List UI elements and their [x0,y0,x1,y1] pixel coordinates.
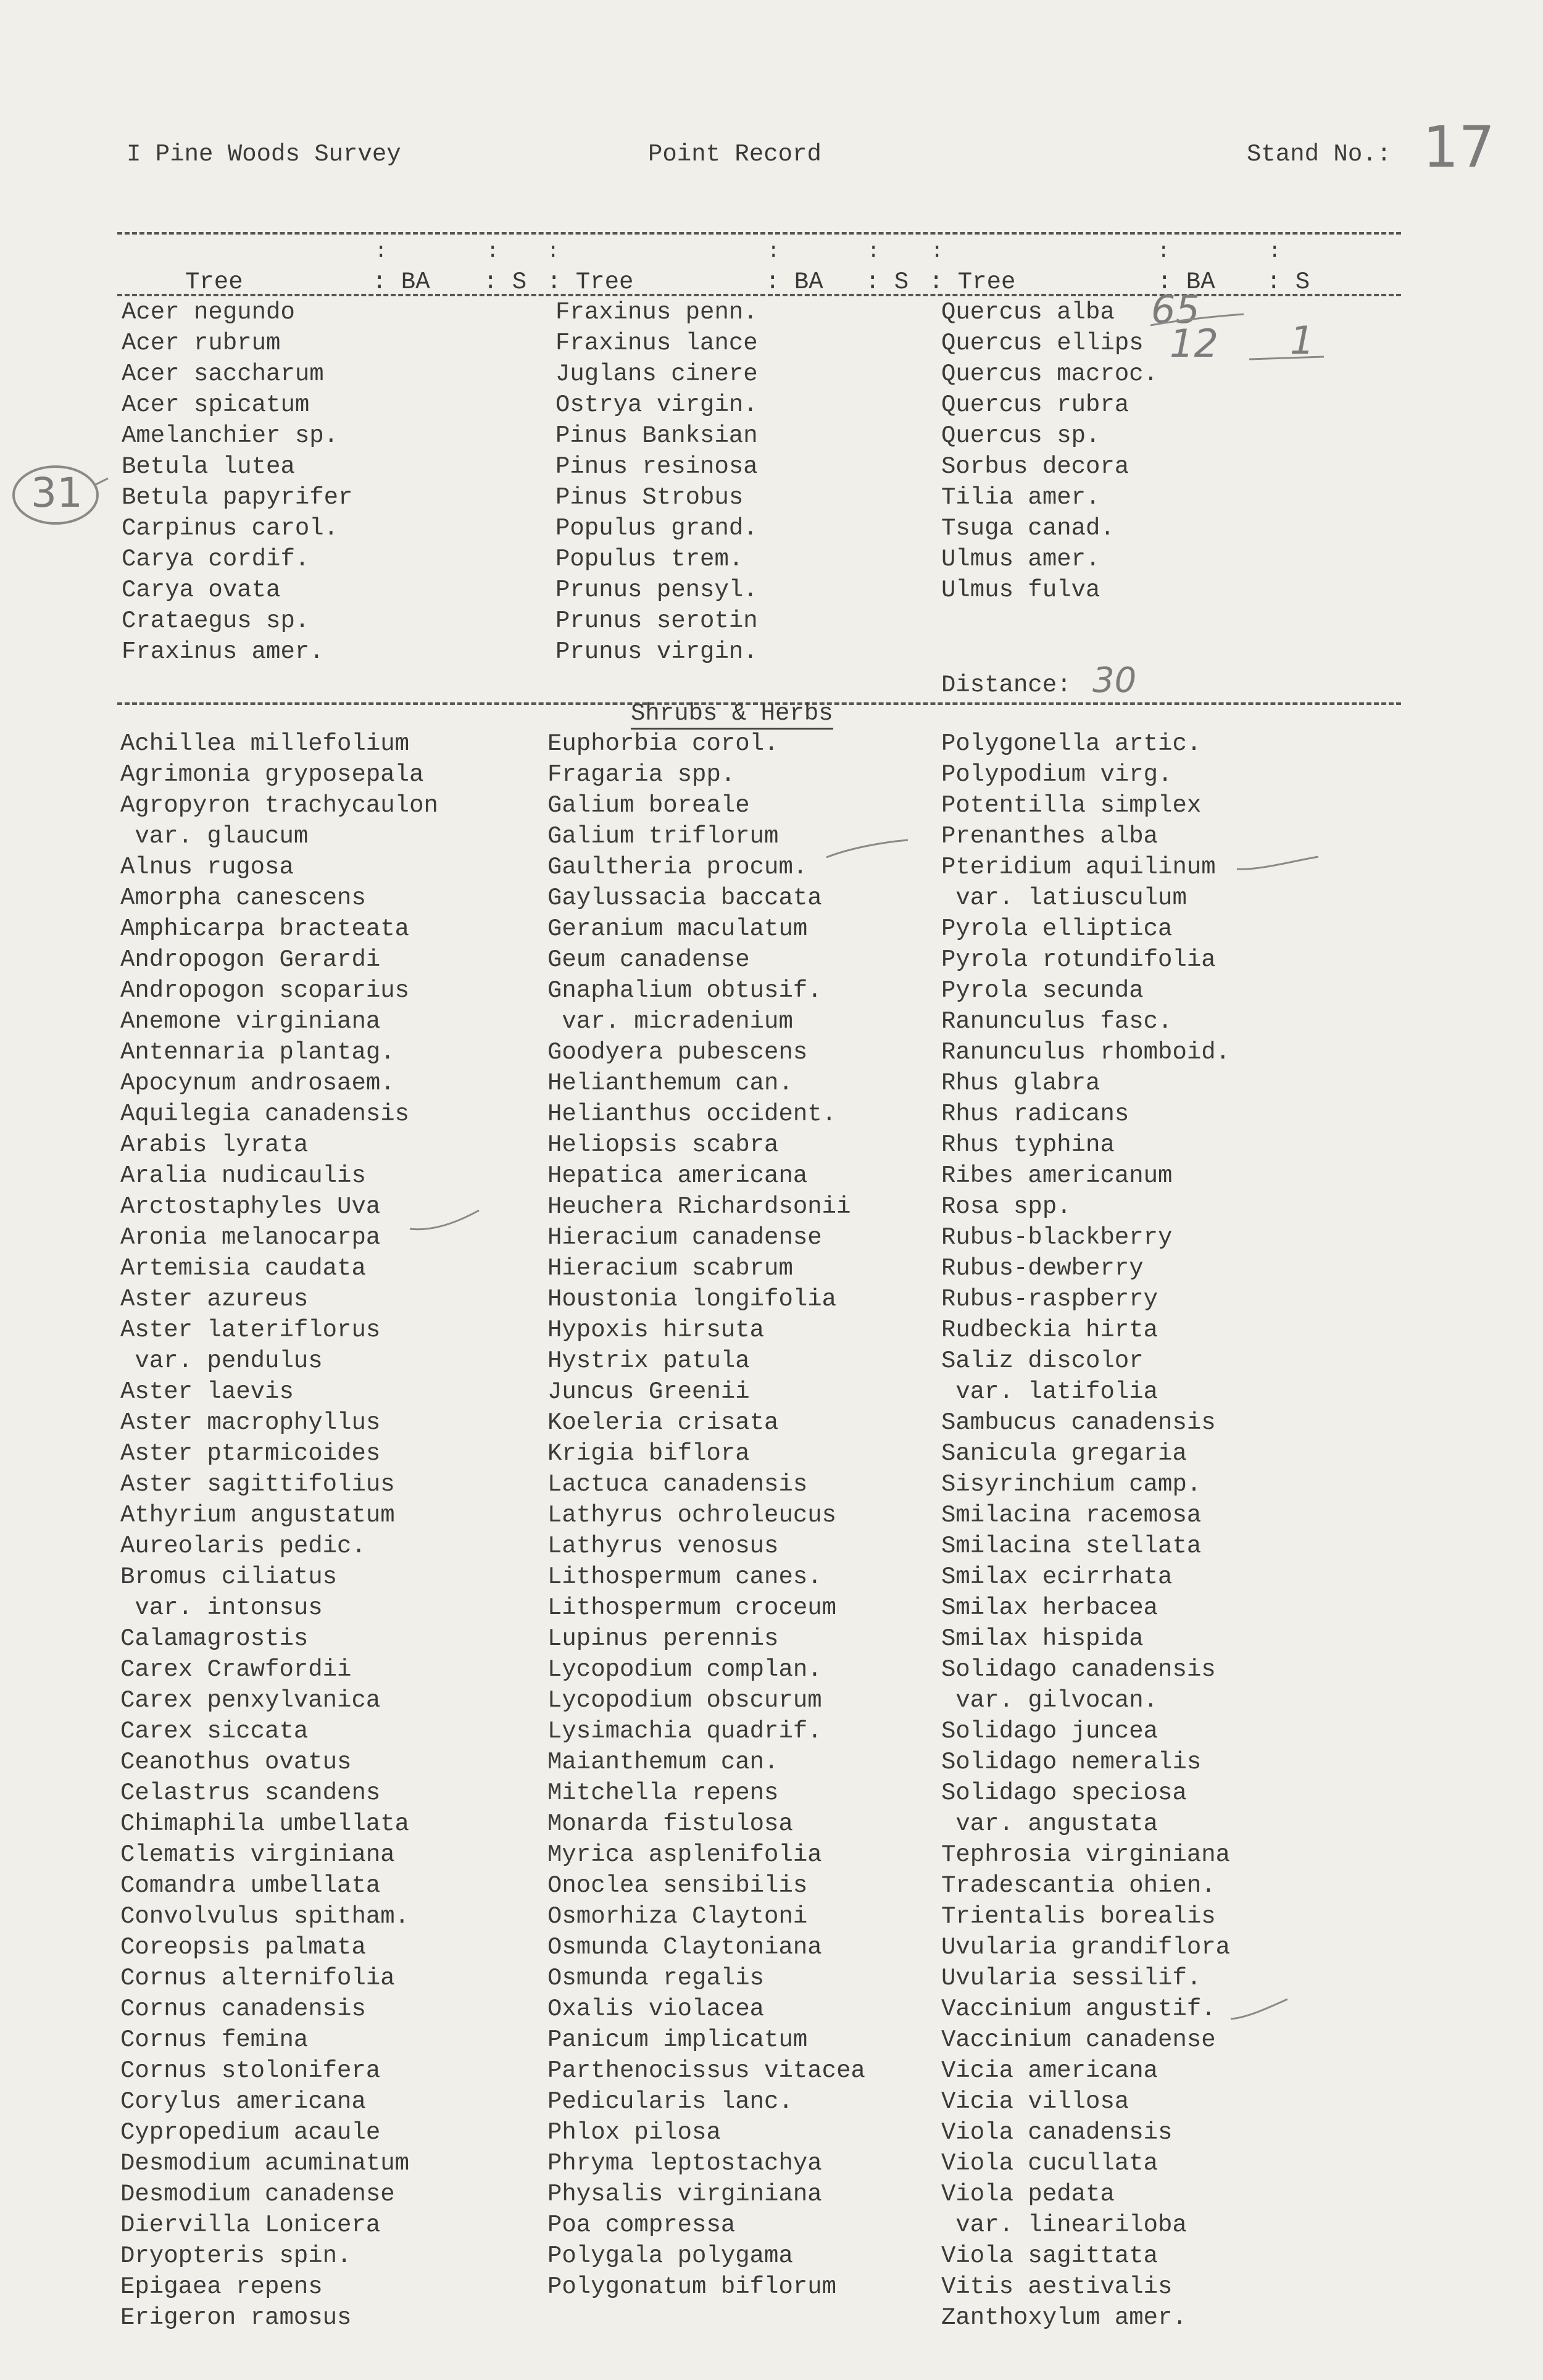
handwritten-circled-number: 31 [31,469,83,517]
shrub-herb-species: Lithospermum canes. [547,1563,822,1591]
shrub-herb-species: Chimaphila umbellata [120,1810,410,1837]
tree-species: Amelanchier sp. [122,422,339,449]
shrub-herb-species: Osmorhiza Claytoni [547,1903,808,1930]
column-colons: : [1268,240,1281,264]
shrub-herb-species: Lupinus perennis [547,1625,779,1652]
shrub-herb-species: Koeleria crisata [547,1409,779,1436]
shrub-herb-species: Cypropedium acaule [120,2119,381,2146]
shrub-herb-species: Gaultheria procum. [547,854,808,881]
tree-species: Quercus rubra [941,391,1129,418]
shrub-herb-species: Smilax ecirrhata [941,1563,1173,1591]
shrub-herb-species: Desmodium canadense [120,2181,395,2208]
shrub-herb-species: Poa compressa [547,2211,736,2239]
tree-species: Quercus macroc. [941,360,1158,388]
shrub-herb-species: Rubus-blackberry [941,1224,1173,1251]
shrub-herb-species: Mitchella repens [547,1779,779,1807]
shrub-herb-species: Tephrosia virginiana [941,1841,1231,1868]
shrub-herb-species: Andropogon Gerardi [120,946,381,973]
shrub-herb-species: Coreopsis palmata [120,1934,366,1961]
shrub-herb-species: Sambucus canadensis [941,1409,1216,1436]
shrub-herb-species: Euphorbia corol. [547,730,779,757]
shrub-herb-species: Carex penxylvanica [120,1687,381,1714]
shrub-herb-species: Helianthus occident. [547,1101,837,1128]
shrub-herb-species: Pedicularis lanc. [547,2088,793,2115]
header-s-1: : S [483,268,527,296]
shrub-herb-species: Smilacina racemosa [941,1502,1202,1529]
shrub-herb-species: Lysimachia quadrif. [547,1718,822,1745]
shrub-herb-species: Aster azureus [120,1286,309,1313]
shrub-herb-species: Galium boreale [547,792,750,819]
shrub-herb-species: Saliz discolor [941,1347,1144,1375]
shrub-herb-species: Hieracium canadense [547,1224,822,1251]
shrub-herb-species: Carex Crawfordii [120,1656,352,1683]
tree-column-2 [555,297,758,667]
shrub-herb-species: var. lineariloba [941,2211,1187,2239]
shrub-herb-species: Arctostaphyles Uva [120,1193,381,1220]
shrub-herb-species: Rudbeckia hirta [941,1317,1158,1344]
shrub-herb-species: Rhus typhina [941,1131,1115,1159]
header-tree-2: : Tree [547,268,634,296]
stand-number: 17 [1423,114,1495,180]
shrub-herb-species: Amorpha canescens [120,884,366,912]
shrub-herb-species: var. latiusculum [941,884,1187,912]
shrub-herb-species: Pteridium aquilinum [941,854,1216,881]
tree-species: Quercus sp. [941,422,1100,449]
shrub-herb-species: Heuchera Richardsonii [547,1193,851,1220]
shrub-herb-species: Solidago nemeralis [941,1749,1202,1776]
shrub-herb-species: Ranunculus rhomboid. [941,1039,1231,1066]
shrub-herb-species: Comandra umbellata [120,1872,381,1899]
shrubs-title: Shrubs & Herbs [631,699,833,730]
shrub-herb-species: Desmodium acuminatum [120,2150,410,2177]
tree-species: Populus grand. [555,515,758,542]
shrub-herb-species: Lactuca canadensis [547,1471,808,1498]
column-colons: : [486,240,499,264]
divider-top [117,232,1401,235]
shrub-herb-species: Bromus ciliatus [120,1563,338,1591]
tree-species: Pinus Strobus [555,484,744,511]
tree-species: Pinus Banksian [555,422,758,449]
shrub-herb-species: Epigaea repens [120,2273,323,2300]
shrub-herb-species: Agropyron trachycaulon [120,792,438,819]
column-colons: : [931,240,944,264]
shrub-herb-species: Geranium maculatum [547,915,808,942]
shrub-herb-species: Pyrola secunda [941,977,1144,1004]
shrub-herb-species: Ranunculus fasc. [941,1008,1173,1035]
header-s-2: : S [865,268,909,296]
shrub-herb-species: Helianthemum can. [547,1070,793,1097]
shrub-herb-species: Heliopsis scabra [547,1131,779,1159]
shrub-herb-species: Clematis virginiana [120,1841,395,1868]
shrub-herb-species: var. intonsus [120,1594,323,1621]
shrub-herb-species: Polygonatum biflorum [547,2273,837,2300]
header-s-3: : S [1266,268,1310,296]
shrub-herb-species: Parthenocissus vitacea [547,2057,865,2084]
shrub-herb-species: Celastrus scandens [120,1779,381,1807]
shrub-herb-species: Onoclea sensibilis [547,1872,808,1899]
tree-species: Prunus pensyl. [555,576,758,604]
shrub-herb-species: Lathyrus ochroleucus [547,1502,837,1529]
shrub-herb-species: Rosa spp. [941,1193,1071,1220]
tree-species: Quercus alba [941,299,1115,326]
header-ba-3: : BA [1157,268,1215,296]
shrub-herb-species: Zanthoxylum amer. [941,2304,1187,2331]
stand-label: Stand No.: [1247,141,1392,168]
shrub-herb-species: Aronia melanocarpa [120,1224,381,1251]
shrub-herb-species: Vicia villosa [941,2088,1129,2115]
tree-species: Carya cordif. [122,546,310,573]
handwritten-check-mark [1228,1997,1290,2028]
shrub-herb-species: Phryma leptostachya [547,2150,822,2177]
survey-title: I Pine Woods Survey [127,141,401,168]
shrub-herb-species: Goodyera pubescens [547,1039,808,1066]
tree-species: Betula lutea [122,453,295,480]
shrub-herb-species: Hystrix patula [547,1347,750,1375]
shrub-herb-species: Cornus canadensis [120,1995,366,2023]
shrub-herb-species: Rhus radicans [941,1101,1129,1128]
shrub-herb-species: var. micradenium [547,1008,793,1035]
shrub-herb-species: Fragaria spp. [547,761,736,788]
tree-species: Fraxinus penn. [555,299,758,326]
tree-species: Acer negundo [122,299,295,326]
tree-species: Betula papyrifer [122,484,353,511]
column-colons: : [1157,240,1170,264]
shrub-herb-species: Polygala polygama [547,2242,793,2270]
tree-species: Tsuga canad. [941,515,1115,542]
shrub-herb-species: Cornus femina [120,2026,309,2053]
shrub-herb-species: Vaccinium angustif. [941,1995,1216,2023]
column-colons: : [767,240,780,264]
shrub-herb-species: Osmunda Claytoniana [547,1934,822,1961]
shrub-herb-species: Agrimonia gryposepala [120,761,424,788]
shrub-herb-species: Polypodium virg. [941,761,1173,788]
tree-species: Prunus virgin. [555,638,758,665]
shrub-column-1 [120,728,438,2333]
shrub-herb-species: Lycopodium complan. [547,1656,822,1683]
shrub-herb-species: Solidago canadensis [941,1656,1216,1683]
shrub-herb-species: Ribes americanum [941,1162,1173,1189]
shrub-herb-species: Hypoxis hirsuta [547,1317,765,1344]
tree-species: Carya ovata [122,576,281,604]
shrub-herb-species: Prenanthes alba [941,823,1158,850]
shrub-herb-species: Solidago juncea [941,1718,1158,1745]
shrub-herb-species: Anemone virginiana [120,1008,381,1035]
shrub-herb-species: Viola sagittata [941,2242,1158,2270]
handwritten-check-mark [824,836,910,861]
shrub-herb-species: Hieracium scabrum [547,1255,793,1282]
shrub-herb-species: Galium triflorum [547,823,779,850]
tree-species: Sorbus decora [941,453,1129,480]
shrub-herb-species: Viola cucullata [941,2150,1158,2177]
shrub-column-2 [547,728,865,2302]
shrub-herb-species: Smilax herbacea [941,1594,1158,1621]
shrub-herb-species: Osmunda regalis [547,1965,765,1992]
handwritten-distance: 30 [1092,660,1137,701]
tree-species: Carpinus carol. [122,515,339,542]
shrub-herb-species: Aster ptarmicoides [120,1440,381,1467]
shrub-herb-species: Pyrola elliptica [941,915,1173,942]
shrub-herb-species: var. gilvocan. [941,1687,1158,1714]
handwritten-s-quercus-ellips: 1 [1290,318,1315,363]
tree-species: Pinus resinosa [555,453,758,480]
tree-species: Acer spicatum [122,391,310,418]
handwritten-check-mark [1234,852,1321,876]
shrub-herb-species: Erigeron ramosus [120,2304,352,2331]
shrub-herb-species: Houstonia longifolia [547,1286,837,1313]
shrub-herb-species: Uvularia grandiflora [941,1934,1231,1961]
shrub-herb-species: Lathyrus venosus [547,1533,779,1560]
shrub-herb-species: Potentilla simplex [941,792,1202,819]
shrub-herb-species: Smilacina stellata [941,1533,1202,1560]
shrub-herb-species: Maianthemum can. [547,1749,779,1776]
shrub-herb-species: Lycopodium obscurum [547,1687,822,1714]
shrub-herb-species: Alnus rugosa [120,854,294,881]
shrub-column-3 [941,728,1230,2333]
shrub-herb-species: Juncus Greenii [547,1378,750,1405]
tree-species: Tilia amer. [941,484,1100,511]
shrub-herb-species: Cornus stolonifera [120,2057,381,2084]
shrub-herb-species: Smilax hispida [941,1625,1144,1652]
shrub-herb-species: Aralia nudicaulis [120,1162,366,1189]
shrub-herb-species: Vitis aestivalis [941,2273,1173,2300]
distance-label: Distance: [941,672,1071,699]
shrub-herb-species: Krigia biflora [547,1440,750,1467]
tree-species: Populus trem. [555,546,744,573]
shrub-herb-species: Myrica asplenifolia [547,1841,822,1868]
shrub-herb-species: Phlox pilosa [547,2119,721,2146]
shrub-herb-species: Hepatica americana [547,1162,808,1189]
shrub-herb-species: Viola pedata [941,2181,1115,2208]
shrub-herb-species: Andropogon scoparius [120,977,410,1004]
shrub-herb-species: Pyrola rotundifolia [941,946,1216,973]
shrub-herb-species: Vicia americana [941,2057,1158,2084]
shrub-herb-species: var. glaucum [120,823,309,850]
shrub-herb-species: Dryopteris spin. [120,2242,352,2270]
handwritten-ba-quercus-alba: 65 [1151,287,1200,332]
shrub-herb-species: Polygonella artic. [941,730,1202,757]
header-ba-1: : BA [372,268,430,296]
shrub-herb-species: Solidago speciosa [941,1779,1187,1807]
shrub-herb-species: Diervilla Lonicera [120,2211,381,2239]
tree-species: Ulmus amer. [941,546,1100,573]
shrub-herb-species: var. latifolia [941,1378,1158,1405]
handwritten-check-mark [407,1207,481,1238]
shrub-herb-species: Physalis virginiana [547,2181,822,2208]
shrub-herb-species: var. pendulus [120,1347,323,1375]
shrub-herb-species: Lithospermum croceum [547,1594,837,1621]
shrub-herb-species: Achillea millefolium [120,730,410,757]
shrub-herb-species: Artemisia caudata [120,1255,366,1282]
tree-species: Acer saccharum [122,360,324,388]
header-ba-2: : BA [765,268,823,296]
shrub-herb-species: var. angustata [941,1810,1158,1837]
shrub-herb-species: Cornus alternifolia [120,1965,395,1992]
shrub-herb-species: Aster laevis [120,1378,294,1405]
header-tree-3: : Tree [929,268,1016,296]
tree-species: Fraxinus amer. [122,638,324,665]
tree-species: Ulmus fulva [941,576,1100,604]
shrub-herb-species: Viola canadensis [941,2119,1173,2146]
shrub-herb-species: Apocynum androsaem. [120,1070,395,1097]
tree-species: Juglans cinere [555,360,758,388]
shrub-herb-species: Athyrium angustatum [120,1502,395,1529]
header-tree-1: Tree [185,268,243,296]
shrub-herb-species: Gnaphalium obtusif. [547,977,822,1004]
shrub-herb-species: Oxalis violacea [547,1995,765,2023]
shrub-herb-species: Trientalis borealis [941,1903,1216,1930]
shrub-herb-species: Rhus glabra [941,1070,1100,1097]
shrub-herb-species: Aster macrophyllus [120,1409,381,1436]
shrub-herb-species: Antennaria plantag. [120,1039,395,1066]
tree-species: Fraxinus lance [555,330,758,357]
shrub-herb-species: Aquilegia canadensis [120,1101,410,1128]
shrub-herb-species: Convolvulus spitham. [120,1903,410,1930]
shrub-herb-species: Gaylussacia baccata [547,884,822,912]
shrub-herb-species: Sisyrinchium camp. [941,1471,1202,1498]
shrub-herb-species: Ceanothus ovatus [120,1749,352,1776]
shrub-herb-species: Amphicarpa bracteata [120,915,410,942]
divider-header [117,294,1401,296]
tree-column-3 [941,297,1158,605]
shrub-herb-species: Vaccinium canadense [941,2026,1216,2053]
tree-species: Crataegus sp. [122,607,310,635]
shrub-herb-species: Rubus-dewberry [941,1255,1144,1282]
shrub-herb-species: Aster lateriflorus [120,1317,381,1344]
shrub-herb-species: Monarda fistulosa [547,1810,793,1837]
shrub-herb-species: Panicum implicatum [547,2026,808,2053]
tree-species: Acer rubrum [122,330,281,357]
column-colons: : [375,240,388,264]
column-colons: : [867,240,880,264]
shrub-herb-species: Tradescantia ohien. [941,1872,1216,1899]
shrub-herb-species: Carex siccata [120,1718,309,1745]
tree-column-1 [122,297,352,667]
shrub-herb-species: Calamagrostis [120,1625,309,1652]
shrub-herb-species: Uvularia sessilif. [941,1965,1202,1992]
record-type: Point Record [648,141,821,168]
column-colons: : [547,240,560,264]
tree-species: Quercus ellips [941,330,1144,357]
tree-species: Ostrya virgin. [555,391,758,418]
shrub-herb-species: Sanicula gregaria [941,1440,1187,1467]
shrub-herb-species: Corylus americana [120,2088,366,2115]
shrub-herb-species: Aster sagittifolius [120,1471,395,1498]
shrub-herb-species: Geum canadense [547,946,750,973]
shrub-herb-species: Aureolaris pedic. [120,1533,366,1560]
shrub-herb-species: Arabis lyrata [120,1131,309,1159]
tree-species: Prunus serotin [555,607,758,635]
handwritten-underline-mark [1247,352,1327,364]
handwritten-ba-quercus-ellips: 12 [1170,321,1218,366]
shrub-herb-species: Rubus-raspberry [941,1286,1158,1313]
